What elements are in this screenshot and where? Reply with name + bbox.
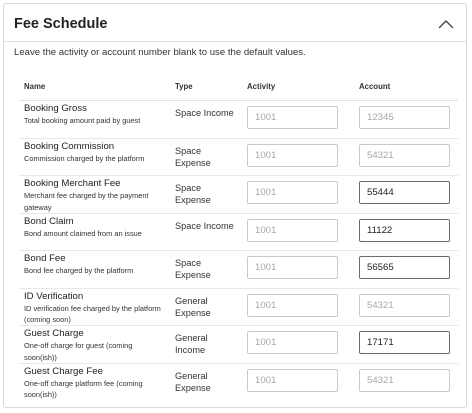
fee-name: Booking Gross [24, 103, 87, 114]
fee-description: Merchant fee charged by the payment gateway [24, 191, 149, 212]
header-divider [4, 41, 466, 42]
account-input[interactable] [359, 106, 450, 129]
fee-name: Booking Merchant Fee [24, 178, 121, 189]
fee-description: ID verification fee charged by the platform (coming soon) [24, 303, 161, 324]
fee-type: General Expense [175, 295, 211, 318]
fee-schedule-panel [3, 3, 467, 408]
table-row-3 [19, 176, 458, 214]
table-row-6 [19, 289, 458, 327]
fee-type: Space Expense [175, 183, 211, 205]
activity-input[interactable] [247, 369, 338, 392]
column-header-name: Name [24, 82, 46, 91]
table-row-8 [19, 364, 458, 402]
panel-description: Leave the activity or account number blank to use the default values. [14, 47, 306, 58]
account-input[interactable] [359, 256, 450, 279]
fee-description: Bond fee charged by the platform [24, 266, 134, 275]
fee-type: Space Expense [175, 258, 211, 280]
table-row-7 [19, 326, 458, 364]
fee-name-cell [24, 178, 162, 213]
collapse-button[interactable] [438, 18, 454, 30]
account-input[interactable] [359, 219, 450, 242]
fee-name-cell [24, 103, 162, 127]
fee-type: Space Income [175, 220, 234, 231]
activity-input[interactable] [247, 256, 338, 279]
fee-name: Guest Charge [24, 328, 84, 339]
table-row-4 [19, 214, 458, 252]
fee-description: Total booking amount paid by guest [24, 116, 141, 125]
activity-input[interactable] [247, 331, 338, 354]
table-header [19, 70, 458, 101]
fee-type: General Expense [175, 370, 211, 393]
activity-input[interactable] [247, 219, 338, 242]
fee-name: Bond Claim [24, 215, 74, 227]
account-input[interactable] [359, 294, 450, 317]
fee-name-cell [24, 253, 162, 277]
fee-name: Guest Charge Fee [24, 365, 103, 377]
fee-description: One-off charge for guest (coming soon(ish)) [24, 341, 133, 362]
account-input[interactable] [359, 331, 450, 354]
column-header-activity: Activity [247, 82, 276, 91]
chevron-up-icon [438, 18, 454, 30]
activity-input[interactable] [247, 181, 338, 204]
column-header-account: Account [359, 82, 391, 91]
fee-type: General Income [175, 333, 208, 355]
account-input[interactable] [359, 144, 450, 167]
fee-name: Bond Fee [24, 253, 66, 264]
fee-name-cell [24, 216, 162, 240]
fee-name-cell [24, 141, 162, 165]
fee-name-cell [24, 328, 162, 363]
activity-input[interactable] [247, 294, 338, 317]
fee-type: Space Income [175, 108, 234, 118]
fee-description: Bond amount claimed from an issue [24, 228, 142, 238]
account-input[interactable] [359, 181, 450, 204]
table-row-2 [19, 139, 458, 177]
account-input[interactable] [359, 369, 450, 392]
fee-name-cell [24, 366, 162, 401]
fee-name: Booking Commission [24, 140, 115, 152]
table-row-5 [19, 251, 458, 289]
fee-type: Space Expense [175, 145, 211, 168]
fee-name: ID Verification [24, 290, 84, 302]
fee-description: Commission charged by the platform [24, 153, 145, 163]
table-row-1 [19, 101, 458, 139]
column-header-type: Type [175, 82, 193, 91]
activity-input[interactable] [247, 144, 338, 167]
fee-table [19, 70, 458, 401]
fee-name-cell [24, 291, 162, 326]
panel-title: Fee Schedule [14, 16, 108, 32]
activity-input[interactable] [247, 106, 338, 129]
table-body [19, 101, 458, 401]
fee-description: One-off charge platform fee (coming soon(ish)) [24, 378, 143, 399]
